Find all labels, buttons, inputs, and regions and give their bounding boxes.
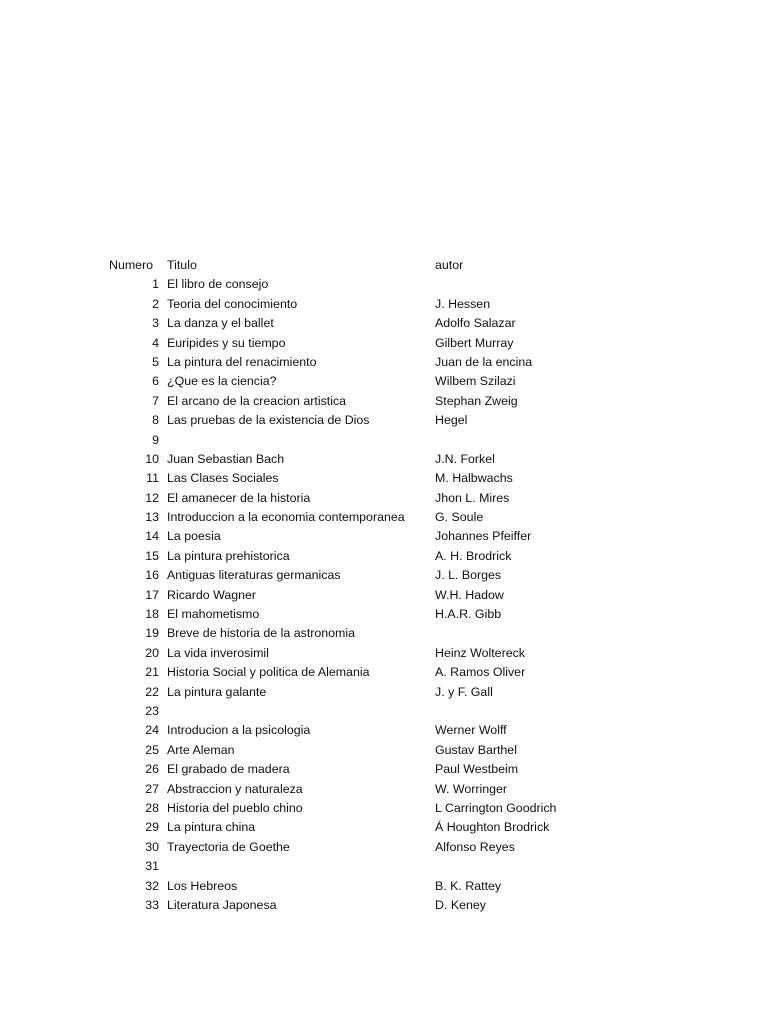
table-row: [0, 295, 768, 314]
row-number: 32: [145, 878, 159, 893]
table-row: [0, 353, 768, 372]
row-author: J. L. Borges: [435, 568, 502, 583]
row-number: 4: [152, 335, 159, 350]
row-number: 8: [152, 413, 159, 428]
row-number: 18: [145, 607, 159, 622]
row-title: Introducion a la psicologia: [167, 723, 311, 738]
row-title: Historia del pueblo chino: [167, 800, 303, 815]
row-number: 30: [145, 839, 159, 854]
row-author: J.N. Forkel: [435, 451, 495, 466]
table-row: [0, 857, 768, 876]
row-title: Historia Social y politica de Alemania: [167, 665, 370, 680]
row-title: Breve de historia de la astronomia: [167, 626, 356, 641]
table-row: [0, 741, 768, 760]
table-row: [0, 818, 768, 837]
row-number: 31: [145, 859, 159, 874]
column-header-author: autor: [435, 258, 464, 272]
row-number: 9: [152, 432, 159, 447]
row-title: La pintura prehistorica: [167, 548, 290, 563]
row-title: Literatura Japonesa: [167, 897, 277, 912]
row-title: Introduccion a la economia contemporanea: [167, 510, 405, 525]
row-author: W.H. Hadow: [435, 587, 504, 602]
row-author: J. Hessen: [435, 296, 491, 311]
row-title: La poesia: [167, 529, 221, 544]
row-title: ¿Que es la ciencia?: [167, 374, 277, 389]
row-number: 21: [145, 665, 159, 680]
table-row: [0, 489, 768, 508]
table-row: [0, 586, 768, 605]
row-title: Euripides y su tiempo: [167, 335, 286, 350]
row-title: El amanecer de la historia: [167, 490, 311, 505]
row-number: 6: [152, 374, 159, 389]
table-row: [0, 314, 768, 333]
row-author: Heinz Woltereck: [435, 645, 525, 660]
row-author: Hegel: [435, 413, 468, 428]
column-header-number: Numero: [109, 258, 154, 272]
row-number: 27: [145, 781, 159, 796]
row-number: 16: [145, 568, 159, 583]
row-number: 22: [145, 684, 159, 699]
row-number: 29: [145, 820, 159, 835]
table-row: [0, 838, 768, 857]
row-author: J. y F. Gall: [435, 684, 493, 699]
row-author: Wilbem Szilazi: [435, 374, 516, 389]
row-author: Jhon L. Mires: [435, 490, 510, 505]
table-row: [0, 799, 768, 818]
row-title: Las Clases Sociales: [167, 471, 279, 486]
row-title: La pintura galante: [167, 684, 267, 699]
table-row: [0, 547, 768, 566]
row-title: Abstraccion y naturaleza: [167, 781, 303, 796]
row-author: A. Ramos Oliver: [435, 665, 526, 680]
table-row: [0, 896, 768, 915]
row-title: El grabado de madera: [167, 762, 290, 777]
row-title: El libro de consejo: [167, 277, 269, 292]
row-number: 11: [146, 471, 159, 486]
row-author: A. H. Brodrick: [435, 548, 512, 563]
row-title: La vida inverosimil: [167, 645, 269, 660]
table-row: [0, 663, 768, 682]
row-title: Juan Sebastian Bach: [167, 451, 285, 466]
table-body: [0, 275, 768, 915]
table-row: [0, 624, 768, 643]
row-number: 5: [152, 354, 159, 369]
row-title: La pintura del renacimiento: [167, 354, 317, 369]
row-author: Paul Westbeim: [435, 762, 519, 777]
row-author: Juan de la encina: [435, 354, 533, 369]
row-author: Gilbert Murray: [435, 335, 514, 350]
row-title: Teoria del conocimiento: [167, 296, 298, 311]
table-row: [0, 372, 768, 391]
row-number: 12: [145, 490, 159, 505]
row-number: 19: [145, 626, 159, 641]
row-author: B. K. Rattey: [435, 878, 502, 893]
row-author: D. Keney: [435, 897, 486, 912]
row-author: Stephan Zweig: [435, 393, 518, 408]
table-row: [0, 275, 768, 294]
row-author: Á Houghton Brodrick: [435, 820, 550, 835]
row-title: Los Hebreos: [167, 878, 238, 893]
table-row: [0, 392, 768, 411]
column-header-title: Titulo: [167, 258, 197, 272]
row-number: 3: [152, 316, 159, 331]
table-row: [0, 760, 768, 779]
row-number: 33: [145, 897, 159, 912]
row-author: Gustav Barthel: [435, 742, 517, 757]
row-number: 14: [145, 529, 159, 544]
row-number: 7: [152, 393, 159, 408]
row-title: El mahometismo: [167, 607, 260, 622]
table-row: [0, 411, 768, 430]
row-number: 15: [145, 548, 159, 563]
book-list-table: [0, 256, 768, 915]
row-title: Arte Aleman: [167, 742, 235, 757]
row-title: Antiguas literaturas germanicas: [167, 568, 341, 583]
table-row: [0, 566, 768, 585]
row-author: Werner Wolff: [435, 723, 507, 738]
table-row: [0, 605, 768, 624]
row-number: 23: [145, 703, 159, 718]
row-author: W. Worringer: [435, 781, 508, 796]
table-row: [0, 877, 768, 896]
row-title: Ricardo Wagner: [167, 587, 257, 602]
table-row: [0, 431, 768, 450]
table-row: [0, 527, 768, 546]
row-number: 24: [145, 723, 159, 738]
row-number: 10: [145, 451, 159, 466]
row-number: 25: [145, 742, 159, 757]
table-row: [0, 683, 768, 702]
row-author: H.A.R. Gibb: [435, 607, 502, 622]
row-number: 26: [145, 762, 159, 777]
row-author: M. Halbwachs: [435, 471, 513, 486]
row-author: Adolfo Salazar: [435, 316, 516, 331]
table-row: [0, 721, 768, 740]
table-row: [0, 508, 768, 527]
row-title: La danza y el ballet: [167, 316, 274, 331]
row-number: 28: [145, 800, 159, 815]
table-row: [0, 644, 768, 663]
row-author: Alfonso Reyes: [435, 839, 515, 854]
row-title: Las pruebas de la existencia de Dios: [167, 413, 370, 428]
row-author: L Carrington Goodrich: [435, 800, 557, 815]
row-title: El arcano de la creacion artistica: [167, 393, 347, 408]
table-row: [0, 450, 768, 469]
row-number: 20: [145, 645, 159, 660]
row-author: Johannes Pfeiffer: [435, 529, 532, 544]
row-number: 2: [152, 296, 159, 311]
table-row: [0, 469, 768, 488]
table-header-row: [0, 256, 768, 275]
row-number: 13: [145, 510, 159, 525]
table-row: [0, 334, 768, 353]
row-title: Trayectoria de Goethe: [167, 839, 290, 854]
table-row: [0, 702, 768, 721]
row-author: G. Soule: [435, 510, 484, 525]
row-number: 17: [145, 587, 159, 602]
row-title: La pintura china: [167, 820, 256, 835]
table-row: [0, 780, 768, 799]
row-number: 1: [152, 277, 159, 292]
